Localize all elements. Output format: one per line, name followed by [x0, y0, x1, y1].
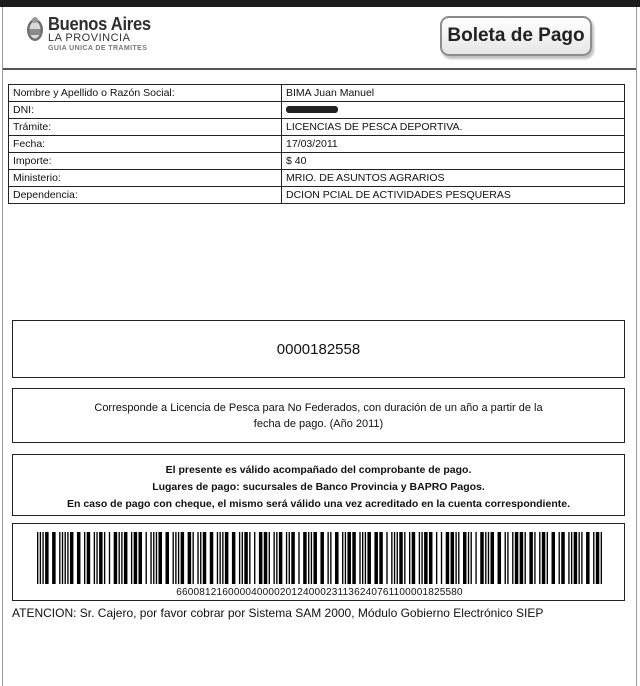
barcode-bar [429, 532, 433, 584]
info-label: Importe: [9, 153, 282, 170]
info-value: DCION PCIAL DE ACTIVIDADES PESQUERAS [282, 187, 625, 204]
barcode-bar [210, 532, 214, 584]
barcode-bar [491, 532, 495, 584]
barcode-bar [150, 532, 151, 584]
barcode-bar [574, 532, 578, 584]
barcode-bar [458, 532, 459, 584]
info-label: Nombre y Apellido o Razón Social: [9, 85, 282, 102]
barcode-bar [67, 532, 68, 584]
province-logo [26, 14, 186, 62]
barcode-bar [552, 532, 556, 584]
barcode-bar [225, 532, 229, 584]
barcode-bar [404, 532, 405, 584]
barcode-bar [273, 532, 274, 584]
barcode-bar [571, 532, 572, 584]
info-row [9, 102, 625, 119]
barcode-bar [561, 532, 565, 584]
barcode-bar [173, 532, 174, 584]
barcode-bar [77, 532, 81, 584]
barcode-bar [534, 532, 535, 584]
barcode-bar [249, 532, 250, 584]
info-value: $ 40 [282, 153, 625, 170]
barcode-bar [505, 532, 506, 584]
barcode-bar [96, 532, 97, 584]
barcode-bar [451, 532, 455, 584]
info-value [282, 102, 625, 119]
redacted-dni-mark [286, 106, 338, 113]
info-label: Fecha: [9, 136, 282, 153]
barcode-bar [279, 532, 283, 584]
barcode-bar [421, 532, 422, 584]
barcode-bar [379, 532, 383, 584]
info-value: BIMA Juan Manuel [282, 85, 625, 102]
barcode-bar [70, 532, 74, 584]
barcode-bar [158, 532, 162, 584]
logo-subtitle: LA PROVINCIA [48, 32, 131, 44]
barcode-bar [192, 532, 193, 584]
validity-line-1: El presente es válido acompañado del comprobante de pago. [165, 464, 472, 476]
barcode-bar [409, 532, 410, 584]
info-label: Ministerio: [9, 170, 282, 187]
page-right-edge [636, 7, 637, 686]
header-divider [3, 68, 636, 70]
barcode-bar [131, 532, 132, 584]
barcode-bar [311, 532, 312, 584]
page-left-edge [2, 7, 3, 686]
barcode-bar [446, 532, 450, 584]
barcode-bar [539, 532, 540, 584]
barcode-bar [232, 532, 236, 584]
barcode-bar [542, 532, 546, 584]
barcode-bar [119, 532, 120, 584]
barcode-bar [586, 532, 590, 584]
barcode-bar [507, 532, 508, 584]
barcode-bar [579, 532, 580, 584]
barcode-bar [289, 532, 290, 584]
barcode-bar [596, 532, 600, 584]
barcode-bar [512, 532, 513, 584]
barcode-bar [308, 532, 309, 584]
barcode-bar [181, 532, 185, 584]
barcode-bar [480, 532, 484, 584]
info-value: 17/03/2011 [282, 136, 625, 153]
barcode-bar [124, 532, 128, 584]
logo-title: Buenos Aires [48, 14, 151, 34]
barcode-bar [62, 532, 63, 584]
barcode-bar [412, 532, 416, 584]
barcode-bar [345, 532, 346, 584]
barcode-bar [59, 532, 60, 584]
validity-line-3: En caso de pago con cheque, el mismo será válido una vez acreditado en la cuenta correspondiente. [67, 498, 570, 510]
barcode-bar [568, 532, 569, 584]
barcode-bar [330, 532, 331, 584]
barcode-bar [581, 532, 582, 584]
barcode-bar [424, 532, 428, 584]
description-box [12, 388, 625, 443]
barcode-graphic [37, 532, 602, 584]
barcode-bar [601, 532, 602, 584]
barcode-box [12, 523, 625, 601]
barcode-bar [178, 532, 179, 584]
barcode-bar [286, 532, 287, 584]
info-row [9, 153, 625, 170]
info-row [9, 119, 625, 136]
description-text: Corresponde a Licencia de Pesca para No Federados, con duración de un año a partir de la fecha de pago. (Año 2011) [94, 402, 543, 430]
barcode-bar [40, 532, 41, 584]
barcode-bar [222, 532, 223, 584]
validity-notice-box [12, 454, 625, 516]
barcode-bar [45, 532, 49, 584]
barcode-bar [593, 532, 594, 584]
barcode-bar [468, 532, 469, 584]
barcode-bar [342, 532, 343, 584]
barcode-bar [327, 532, 328, 584]
coat-of-arms-icon [26, 16, 44, 42]
barcode-bar [436, 532, 437, 584]
payment-number: 0000182558 [276, 340, 361, 358]
barcode-bar [520, 532, 524, 584]
barcode-bar [463, 532, 467, 584]
barcode-bar [153, 532, 154, 584]
barcode-bar [87, 532, 91, 584]
info-value: MRIO. DE ASUNTOS AGRARIOS [282, 170, 625, 187]
info-row [9, 85, 625, 102]
barcode-bar [529, 532, 533, 584]
boleta-de-pago-badge: Boleta de Pago [440, 16, 592, 56]
barcode-bar [374, 532, 378, 584]
barcode-bar [259, 532, 263, 584]
info-row [9, 136, 625, 153]
info-value: LICENCIAS DE PESCA DEPORTIVA. [282, 119, 625, 136]
barcode-bar [121, 532, 122, 584]
barcode-bar [298, 532, 299, 584]
barcode-bar [498, 532, 502, 584]
barcode-bar [242, 532, 243, 584]
validity-line-2: Lugares de pago: sucursales de Banco Provincia y BAPRO Pagos. [152, 481, 485, 493]
barcode-bar [525, 532, 526, 584]
barcode-bar [365, 532, 366, 584]
barcode-bar [269, 532, 270, 584]
barcode-bar [188, 532, 192, 584]
barcode-bar [104, 532, 105, 584]
barcode-bar [386, 532, 387, 584]
logo-tagline: GUIA UNICA DE TRAMITES [48, 45, 148, 52]
payer-info-table [8, 84, 625, 204]
barcode-bar [362, 532, 363, 584]
barcode-bar [197, 532, 198, 584]
barcode-bar [52, 532, 56, 584]
barcode-bar [335, 532, 339, 584]
barcode-bar [475, 532, 476, 584]
barcode-bar [441, 532, 442, 584]
info-label: Dependencia: [9, 187, 282, 204]
barcode-bar [114, 532, 118, 584]
info-label: DNI: [9, 102, 282, 119]
barcode-bar [291, 532, 295, 584]
cashier-notice: ATENCION: Sr. Cajero, por favor cobrar por Sistema SAM 2000, Módulo Gobierno Electrónico SIEP [12, 606, 544, 620]
barcode-bar [303, 532, 307, 584]
barcode-bar [352, 532, 356, 584]
barcode-bar [419, 532, 420, 584]
barcode-bar [471, 532, 472, 584]
barcode-bar [99, 532, 103, 584]
barcode-bar [254, 532, 255, 584]
barcode-bar [219, 532, 220, 584]
barcode-bar [399, 532, 403, 584]
barcode-bar [367, 532, 371, 584]
barcode-bar [455, 532, 456, 584]
barcode-bar [94, 532, 95, 584]
barcode-bar [165, 532, 169, 584]
barcode-bar [276, 532, 277, 584]
info-label: Trámite: [9, 119, 282, 136]
barcode-bar [139, 532, 143, 584]
barcode-bar [359, 532, 360, 584]
payment-number-box [12, 320, 625, 378]
barcode-bar [134, 532, 138, 584]
top-bar [0, 0, 640, 7]
barcode-bar [65, 532, 66, 584]
barcode-bar [239, 532, 240, 584]
info-row [9, 187, 625, 204]
barcode-bar [244, 532, 248, 584]
barcode-bar [559, 532, 560, 584]
barcode-number: 66008121600004000020124000231136240761100001825580 [176, 587, 463, 598]
barcode-bar [42, 532, 43, 584]
barcode-bar [320, 532, 324, 584]
barcode-bar [488, 532, 489, 584]
barcode-bar [146, 532, 147, 584]
barcode-bar [485, 532, 486, 584]
barcode-bar [37, 532, 38, 584]
barcode-bar [515, 532, 519, 584]
barcode-bar [394, 532, 395, 584]
barcode-bar [264, 532, 268, 584]
barcode-bar [391, 532, 392, 584]
barcode-bar [397, 532, 398, 584]
barcode-bar [200, 532, 201, 584]
barcode-bar [217, 532, 218, 584]
barcode-bar [156, 532, 157, 584]
barcode-bar [347, 532, 351, 584]
barcode-bar [175, 532, 176, 584]
barcode-bar [203, 532, 207, 584]
info-row [9, 170, 625, 187]
barcode-bar [313, 532, 317, 584]
barcode-bar [84, 532, 85, 584]
barcode-bar [547, 532, 548, 584]
barcode-bar [109, 532, 110, 584]
